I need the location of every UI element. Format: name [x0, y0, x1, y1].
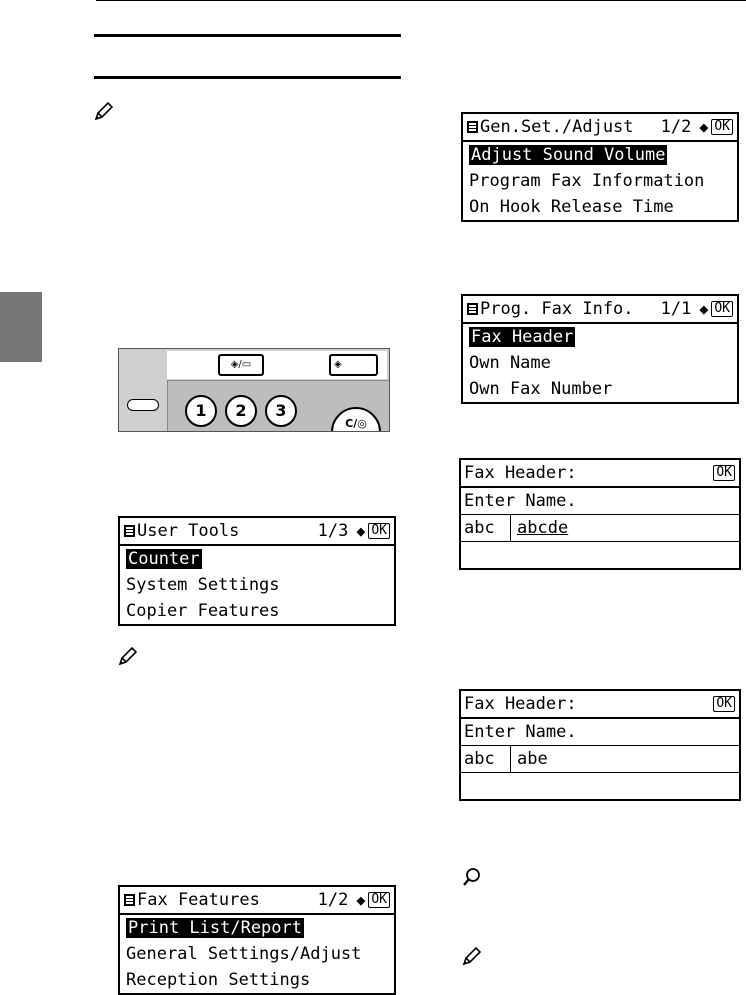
- number-key-3[interactable]: 3: [265, 395, 297, 427]
- lcd-prog-fax-info: [461, 294, 739, 404]
- lcd-title: User Tools: [137, 521, 240, 541]
- menu-item-own-name[interactable]: Own Name: [469, 353, 551, 373]
- lcd-fax-header-entry: [459, 689, 741, 801]
- top-rule: [96, 0, 746, 1]
- menu-list-icon: [467, 121, 478, 133]
- lcd-blank-row: [461, 542, 739, 568]
- control-panel: [118, 348, 390, 432]
- ok-button[interactable]: OK: [711, 119, 733, 135]
- menu-list-icon: [467, 303, 478, 315]
- start-key[interactable]: ◈: [329, 354, 378, 376]
- lcd-user-tools: [118, 516, 396, 626]
- input-mode[interactable]: abc: [461, 746, 511, 772]
- ok-button[interactable]: OK: [713, 465, 735, 481]
- input-value[interactable]: abcde: [517, 518, 569, 538]
- menu-item-reception-settings[interactable]: Reception Settings: [126, 970, 311, 990]
- menu-item-on-hook-release-time[interactable]: On Hook Release Time: [469, 197, 674, 217]
- panel-indicator: [127, 399, 159, 411]
- lcd-title: Fax Header:: [464, 463, 577, 483]
- lcd-page: 1/1: [660, 299, 692, 319]
- lcd-prompt: Enter Name.: [461, 719, 739, 746]
- menu-item-general-settings[interactable]: General Settings/Adjust: [126, 944, 362, 964]
- ok-button[interactable]: OK: [711, 301, 733, 317]
- lcd-page: 1/2: [660, 117, 692, 137]
- lcd-page: 1/2: [317, 890, 349, 910]
- heading-rule-bottom: [94, 76, 401, 79]
- menu-item-program-fax-information[interactable]: Program Fax Information: [469, 171, 705, 191]
- name-input[interactable]: [461, 515, 739, 542]
- menu-item-print-list[interactable]: Print List/Report: [128, 918, 302, 938]
- note-icon: [93, 100, 115, 122]
- lcd-gen-set-adjust: [461, 112, 739, 222]
- input-value[interactable]: abe: [517, 749, 548, 769]
- name-input[interactable]: [461, 746, 739, 773]
- user-tools-counter-key[interactable]: ◈/▭: [218, 354, 264, 376]
- menu-item-adjust-sound-volume[interactable]: Adjust Sound Volume: [471, 145, 666, 165]
- lcd-title-bar: [461, 460, 739, 488]
- lcd-fax-header-entry: [459, 458, 741, 570]
- lcd-prompt: Enter Name.: [461, 488, 739, 515]
- number-key-1[interactable]: 1: [185, 395, 217, 427]
- reference-icon: [461, 866, 483, 888]
- lcd-blank-row: [461, 773, 739, 799]
- heading-rule-top: [94, 34, 401, 37]
- lcd-fax-features: [118, 885, 396, 995]
- menu-list-icon: [124, 894, 135, 906]
- lcd-title-bar: [463, 296, 737, 324]
- menu-item-own-fax-number[interactable]: Own Fax Number: [469, 379, 613, 399]
- number-key-2[interactable]: 2: [225, 395, 257, 427]
- menu-list-icon: [124, 525, 135, 537]
- menu-item-copier-features[interactable]: Copier Features: [126, 601, 280, 621]
- clear-stop-key[interactable]: C/◎: [331, 407, 381, 432]
- lcd-title: Prog. Fax Info.: [480, 299, 634, 319]
- chapter-tab: [0, 292, 42, 362]
- menu-item-system-settings[interactable]: System Settings: [126, 575, 280, 595]
- ok-button[interactable]: OK: [713, 696, 735, 712]
- up-down-arrows-icon[interactable]: ◆: [356, 522, 366, 540]
- menu-item-counter[interactable]: Counter: [128, 549, 200, 569]
- lcd-title-bar: [120, 518, 394, 546]
- ok-button[interactable]: OK: [368, 523, 390, 539]
- up-down-arrows-icon[interactable]: ◆: [356, 891, 366, 909]
- lcd-title: Fax Header:: [464, 694, 577, 714]
- input-mode[interactable]: abc: [461, 515, 511, 541]
- lcd-title: Fax Features: [137, 890, 260, 910]
- lcd-title: Gen.Set./Adjust: [480, 117, 634, 137]
- up-down-arrows-icon[interactable]: ◆: [699, 118, 709, 136]
- note-icon: [117, 645, 139, 667]
- note-icon: [461, 945, 483, 967]
- lcd-title-bar: [461, 691, 739, 719]
- up-down-arrows-icon[interactable]: ◆: [699, 300, 709, 318]
- menu-item-fax-header[interactable]: Fax Header: [471, 327, 574, 347]
- lcd-title-bar: [463, 114, 737, 142]
- ok-button[interactable]: OK: [368, 892, 390, 908]
- lcd-title-bar: [120, 887, 394, 915]
- lcd-page: 1/3: [317, 521, 349, 541]
